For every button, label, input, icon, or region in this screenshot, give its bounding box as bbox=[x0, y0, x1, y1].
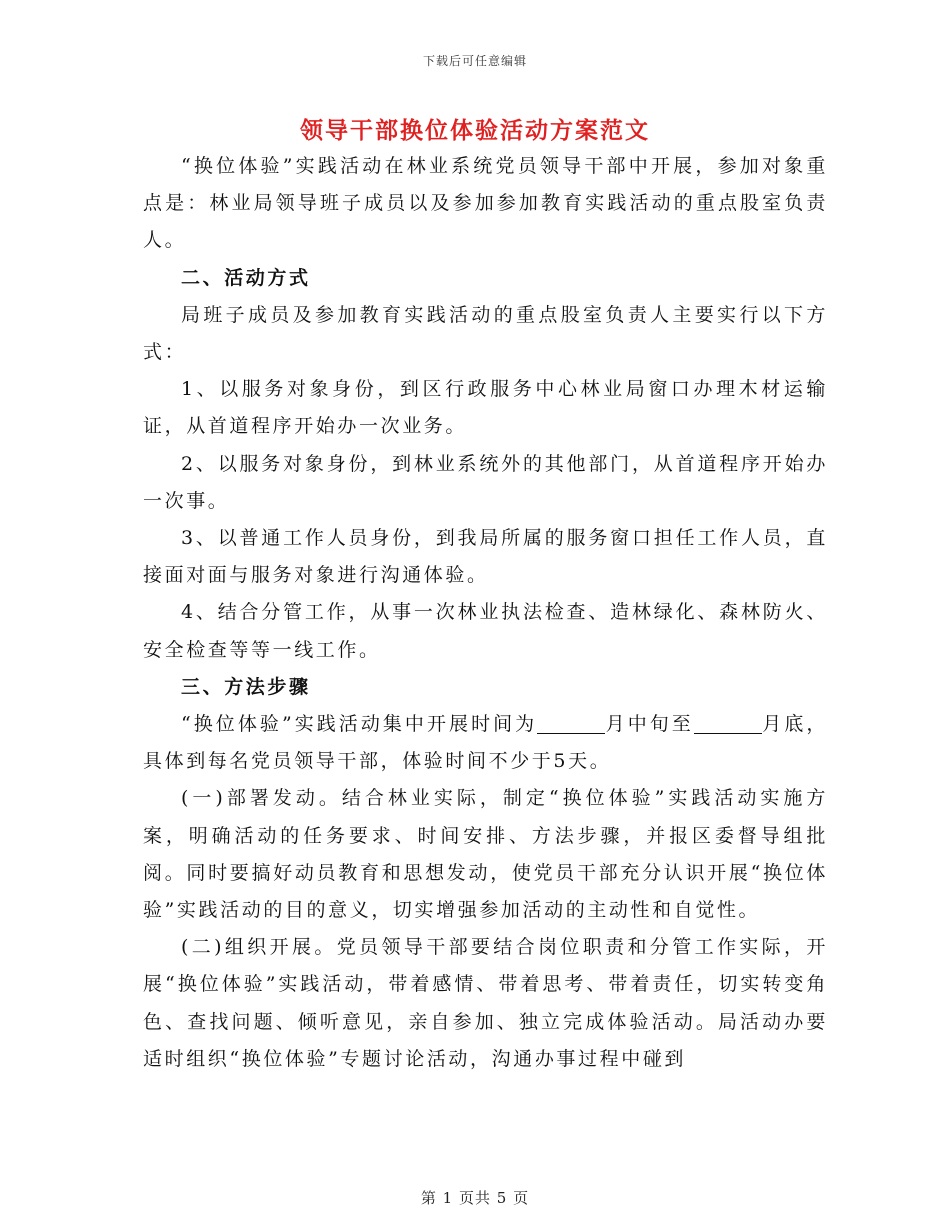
method-item-2: 2、以服务对象身份，到林业系统外的其他部门，从首道程序开始办一次事。 bbox=[143, 452, 828, 512]
method-item-3: 3、以普通工作人员身份，到我局所属的服务窗口担任工作人员，直接面对面与服务对象进行沟通体验。 bbox=[143, 527, 828, 587]
header-note: 下载后可任意编辑 bbox=[422, 54, 527, 68]
blank-start-month bbox=[537, 713, 605, 734]
timing-paragraph bbox=[143, 706, 828, 780]
section-heading-steps: 三、方法步骤 bbox=[181, 675, 311, 698]
document-body bbox=[143, 148, 828, 1078]
method-lead-paragraph: 局班子成员及参加教育实践活动的重点股室负责人主要实行以下方式： bbox=[143, 303, 828, 364]
document-title: 领导干部换位体验活动方案范文 bbox=[300, 117, 650, 144]
blank-end-month bbox=[694, 713, 762, 734]
intro-paragraph: “换位体验”实践活动在林业系统党员领导干部中开展，参加对象重点是：林业局领导班子成员以及参加参加教育实践活动的重点股室负责人。 bbox=[143, 155, 828, 252]
timing-text-2: 月中旬至 bbox=[605, 713, 694, 736]
timing-text-1: “换位体验”实践活动集中开展时间为 bbox=[181, 713, 538, 736]
method-item-1: 1、以服务对象身份，到区行政服务中心林业局窗口办理木材运输证，从首道程序开始办一次业务。 bbox=[143, 378, 828, 438]
page-number: 第 1 页共 5 页 bbox=[420, 1189, 530, 1207]
section-heading-activity-method: 二、活动方式 bbox=[181, 266, 311, 289]
timing-text-3: 月底，具体到每名党员领导干部，体验时间不少于5天。 bbox=[143, 713, 828, 773]
step-1-paragraph: (一)部署发动。结合林业实际，制定“换位体验”实践活动实施方案，明确活动的任务要求、时间安排、方法步骤，并报区委督导组批阅。同时要搞好动员教育和思想发动，使党员干部充分认识开展“换位体验”实践活动的目的意义，切实增强参加活动的主动性和自觉性。 bbox=[143, 787, 828, 922]
step-2-paragraph: (二)组织开展。党员领导干部要结合岗位职责和分管工作实际，开展“换位体验”实践活动，带着感情、带着思考、带着责任，切实转变角色、查找问题、倾听意见，亲自参加、独立完成体验活动。局活动办要适时组织“换位体验”专题讨论活动，沟通办事过程中碰到 bbox=[143, 936, 828, 1070]
method-item-4: 4、结合分管工作，从事一次林业执法检查、造林绿化、森林防火、安全检查等等一线工作。 bbox=[143, 601, 828, 661]
